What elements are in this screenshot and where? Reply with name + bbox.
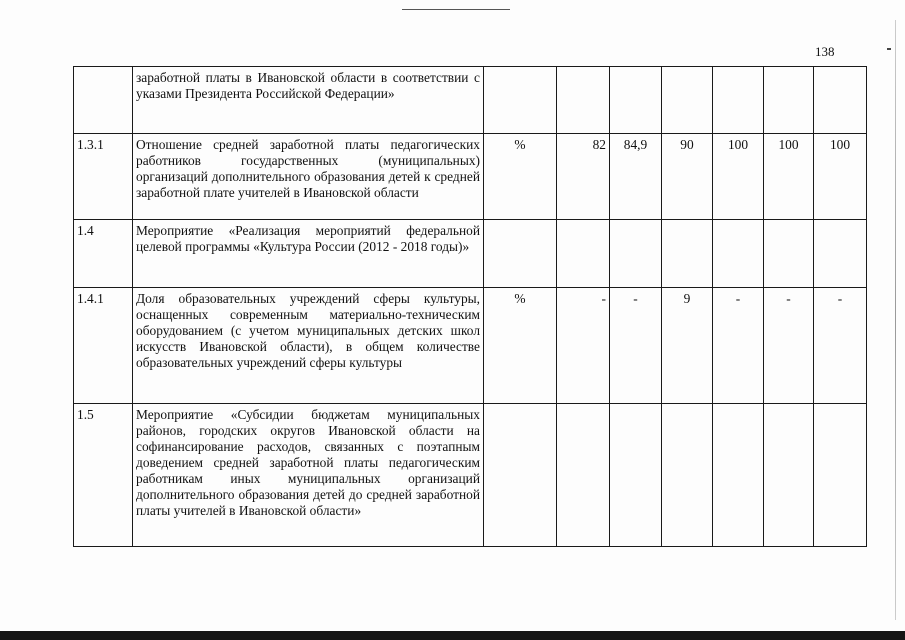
row-value: [764, 220, 814, 288]
row-description: Доля образовательных учреждений сферы культуры, оснащенных современным материально-техническим оборудованием (с учетом муниципальных детских школ искусств Ивановской области), в общем количестве образовательных учреждений сферы культуры: [133, 288, 484, 404]
row-unit: [484, 220, 557, 288]
scan-bottom-edge: [0, 631, 905, 640]
row-value: [764, 67, 814, 134]
row-value: [557, 67, 610, 134]
row-number: 1.5: [74, 404, 133, 547]
row-description: Мероприятие «Реализация мероприятий федеральной целевой программы «Культура России (2012 - 2018 годы)»: [133, 220, 484, 288]
indicator-table: [73, 66, 867, 547]
table-row: [74, 220, 867, 288]
row-value: [662, 220, 713, 288]
row-description: Мероприятие «Субсидии бюджетам муниципальных районов, городских округов Ивановской области на софинансирование расходов, связанных с поэтапным доведением средней заработной платы педагогическим работникам иных муниципальных организаций дополнительного образования детей до средней заработной платы учителей в Ивановской области»: [133, 404, 484, 547]
row-description: заработной платы в Ивановской области в соответствии с указами Президента Российской Федерации»: [133, 67, 484, 134]
row-value: 9: [662, 288, 713, 404]
row-value: [764, 404, 814, 547]
row-unit: [484, 67, 557, 134]
row-value: [713, 220, 764, 288]
row-value: 100: [814, 134, 867, 220]
row-description: Отношение средней заработной платы педагогических работников государственных (муниципальных) организаций дополнительного образования детей к средней заработной плате учителей в Ивановской области: [133, 134, 484, 220]
row-value: -: [764, 288, 814, 404]
row-value: [814, 67, 867, 134]
scan-top-mark: [402, 9, 510, 10]
row-value: [814, 404, 867, 547]
table-row: [74, 404, 867, 547]
row-value: 100: [764, 134, 814, 220]
row-number: 1.4.1: [74, 288, 133, 404]
row-value: [713, 67, 764, 134]
row-value: [662, 404, 713, 547]
row-number: 1.3.1: [74, 134, 133, 220]
row-value: [610, 404, 662, 547]
page-number: 138: [815, 44, 835, 59]
scan-right-edge: [895, 20, 896, 620]
row-value: 100: [713, 134, 764, 220]
table-row: [74, 288, 867, 404]
row-value: -: [814, 288, 867, 404]
row-value: [662, 67, 713, 134]
row-value: -: [557, 288, 610, 404]
row-value: 90: [662, 134, 713, 220]
row-value: [610, 220, 662, 288]
row-unit: %: [484, 134, 557, 220]
row-unit: %: [484, 288, 557, 404]
scan-corner-mark: [887, 48, 891, 50]
row-number: 1.4: [74, 220, 133, 288]
row-value: [557, 220, 610, 288]
row-value: [610, 67, 662, 134]
row-value: [713, 404, 764, 547]
row-value: -: [713, 288, 764, 404]
row-number: [74, 67, 133, 134]
row-value: 84,9: [610, 134, 662, 220]
table-row: [74, 134, 867, 220]
row-value: [814, 220, 867, 288]
table-row: [74, 67, 867, 134]
row-value: 82: [557, 134, 610, 220]
row-value: [557, 404, 610, 547]
row-value: -: [610, 288, 662, 404]
row-unit: [484, 404, 557, 547]
